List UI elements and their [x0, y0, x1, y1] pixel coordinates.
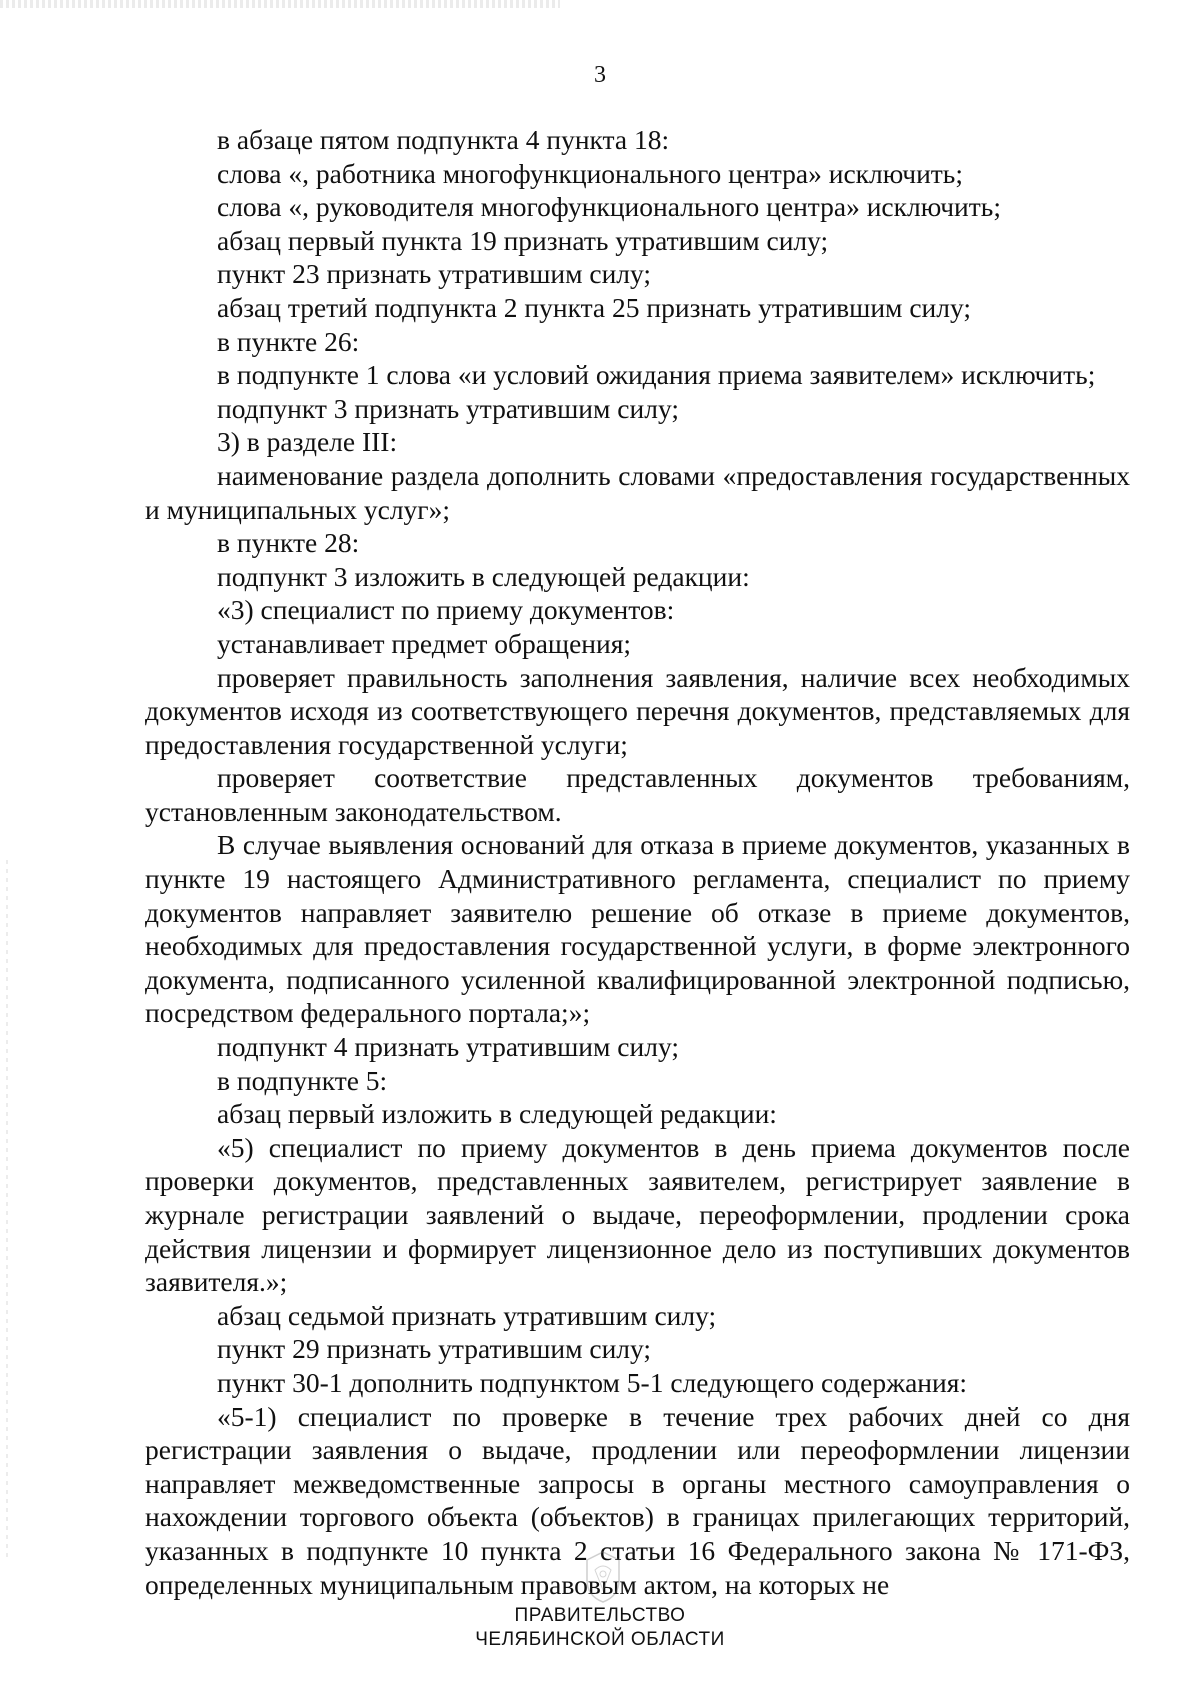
scan-edge-top: [0, 0, 560, 8]
document-paragraph: пункт 30-1 дополнить подпунктом 5-1 следующего содержания:: [217, 1366, 968, 1398]
document-paragraph: слова «, работника многофункционального центра» исключить;: [217, 157, 963, 189]
document-paragraph: абзац первый пункта 19 признать утратившим силу;: [217, 224, 829, 256]
document-paragraph: пункт 29 признать утратившим силу;: [217, 1333, 652, 1365]
document-paragraph: пункт 23 признать утратившим силу;: [217, 258, 652, 290]
document-paragraph: подпункт 3 изложить в следующей редакции:: [217, 560, 750, 592]
document-paragraph: наименование раздела дополнить словами «предоставления государственных и муниципальных услуг»;: [145, 459, 1130, 525]
document-paragraph: абзац первый изложить в следующей редакции:: [217, 1098, 777, 1130]
issuer-footer: [0, 1604, 1200, 1652]
document-paragraph: абзац седьмой признать утратившим силу;: [217, 1299, 717, 1331]
document-paragraph: подпункт 4 признать утратившим силу;: [217, 1031, 679, 1063]
footer-line-government: ПРАВИТЕЛЬСТВО: [514, 1605, 686, 1626]
document-paragraph: проверяет правильность заполнения заявления, наличие всех необходимых документов исходя из соответствующего перечня документов, представляемых для предоставления государственной услуги;: [145, 661, 1130, 760]
document-paragraph: 3) в разделе III:: [217, 426, 398, 458]
document-paragraph: проверяет соответствие представленных документов требованиям, установленным законодательством.: [145, 762, 1130, 827]
document-body: [145, 123, 1130, 1601]
page-number: 3: [594, 62, 606, 88]
footer-line-region: ЧЕЛЯБИНСКОЙ ОБЛАСТИ: [475, 1629, 725, 1650]
document-paragraph: «5) специалист по приему документов в день приема документов после проверки документов, представленных заявителем, регистрирует заявление в журнале регистрации заявлений о выдаче, переоформлении, продлении срока действия лицензии и формирует лицензионное дело из поступивших документов заявителя.»;: [145, 1131, 1130, 1298]
document-paragraph: в подпункте 1 слова «и условий ожидания приема заявителем» исключить;: [217, 359, 1096, 391]
document-paragraph: «5-1) специалист по проверке в течение трех рабочих дней со дня регистрации заявления о выдаче, продлении или переоформлении лицензии направляет межведомственные запросы в органы местного самоуправления о нахождении торгового объекта (объектов) в границах прилегающих территорий, указанных в подпункте 10 пункта 2 статьи 16 Федерального закона № 171-ФЗ, определенных муниципальным правовым актом, на которых не: [145, 1400, 1130, 1600]
document-paragraph: абзац третий подпункта 2 пункта 25 признать утратившим силу;: [217, 291, 971, 323]
document-paragraph: подпункт 3 признать утратившим силу;: [217, 392, 679, 424]
document-paragraph: слова «, руководителя многофункционального центра» исключить;: [217, 191, 1001, 223]
scan-edge-left: [6, 860, 8, 1560]
document-paragraph: в пункте 26:: [217, 325, 360, 357]
document-paragraph: устанавливает предмет обращения;: [217, 627, 632, 659]
document-paragraph: «3) специалист по приему документов:: [217, 594, 675, 626]
document-paragraph: в пункте 28:: [217, 527, 360, 559]
document-paragraph: в абзаце пятом подпункта 4 пункта 18:: [217, 124, 670, 155]
coat-of-arms-seal: [583, 1550, 623, 1604]
document-paragraph: В случае выявления оснований для отказа в приеме документов, указанных в пункте 19 настоящего Административного регламента, специалист по приему документов направляет заявителю решение об отказе в приеме документов, необходимых для предоставления государственной услуги, в форме электронного документа, подписанного усиленной квалифицированной электронной подписью, посредством федерального портала;»;: [145, 829, 1130, 1029]
document-paragraph: в подпункте 5:: [217, 1064, 388, 1096]
